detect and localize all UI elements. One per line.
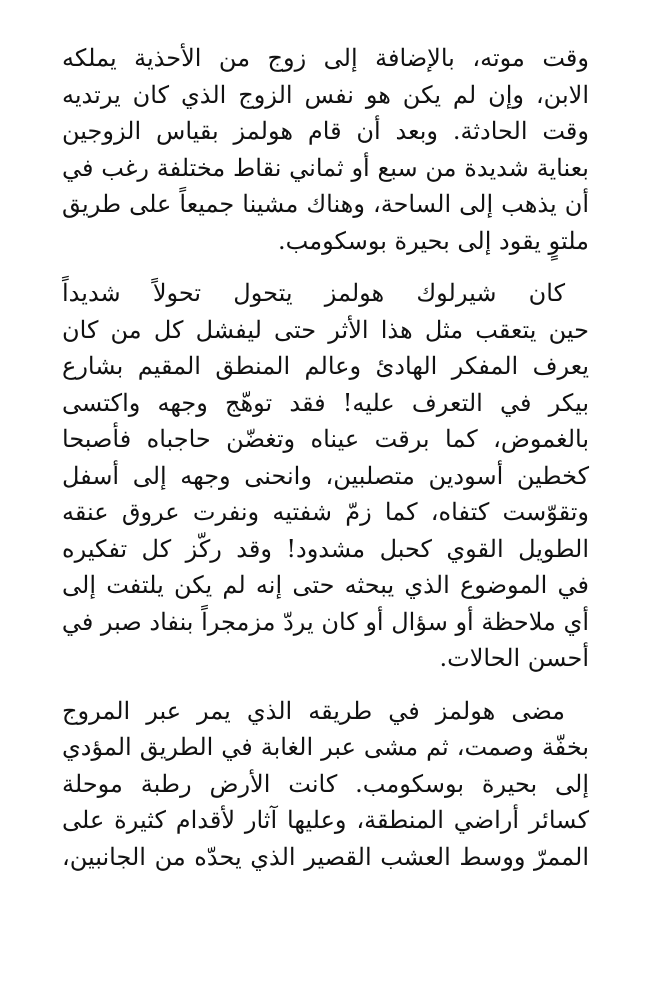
text-line: إلى بحيرة بوسكومب. كانت الأرض رطبة موحلة [62, 769, 589, 798]
text-line: الابن، وإن لم يكن هو نفس الزوج الذي كان يرتديه [62, 80, 589, 109]
book-page [62, 40, 589, 1000]
text-line: بالغموض، كما برقت عيناه وتغضّن حاجباه فأصبحا [62, 425, 589, 453]
text-line: بعناية شديدة من سبع أو ثماني نقاط مختلفة رغب في [62, 153, 589, 182]
text-line: أحسن الحالات. [439, 644, 589, 672]
paragraph-2 [62, 275, 589, 677]
text-line: كخطين أسودين متصلبين، وانحنى وجهه إلى أسفل [62, 461, 589, 490]
text-line: كسائر أراضي المنطقة، وعليها آثار لأقدام كثيرة على [62, 806, 589, 834]
text-line: وتقوّست كتفاه، كما زمّ شفتيه ونفرت عروق عنقه [62, 498, 589, 526]
text-line: الممرّ ووسط العشب القصير الذي يحدّه من الجانبين، [62, 842, 589, 871]
text-line: وقت موته، بالإضافة إلى زوج من الأحذية يملكه [62, 44, 589, 72]
text-line: يعرف المفكر الهادئ وعالم المنطق المقيم بشارع [62, 352, 589, 380]
text-line: الطويل القوي كحبل مشدود! وقد ركّز كل تفكيره [62, 534, 589, 563]
paragraph-3 [62, 693, 589, 876]
text-line: حين يتعقب مثل هذا الأثر حتى ليفشل كل من كان [62, 315, 589, 344]
text-line: أي ملاحظة أو سؤال أو كان يردّ مزمجراً بنفاد صبر في [61, 607, 589, 636]
text-line: وقت الحادثة. وبعد أن قام هولمز بقياس الزوجين [62, 117, 589, 145]
text-line: في الموضوع الذي يبحثه حتى إنه لم يكن يلتفت إلى [62, 571, 589, 599]
text-line: بخفّة وصمت، ثم مشى عبر الغابة في الطريق المؤدي [62, 733, 589, 761]
paragraph-1 [62, 40, 589, 259]
text-line: ملتوٍ يقود إلى بحيرة بوسكومب. [278, 226, 589, 255]
text-line: أن يذهب إلى الساحة، وهناك مشينا جميعاً على طريق [62, 190, 589, 218]
text-line: كان شيرلوك هولمز يتحول تحولاً شديداً [62, 279, 565, 307]
text-line: مضى هولمز في طريقه الذي يمر عبر المروج [62, 696, 565, 725]
text-line: بيكر في التعرف عليه! فقد توهّج وجهه واكتسى [62, 388, 589, 417]
